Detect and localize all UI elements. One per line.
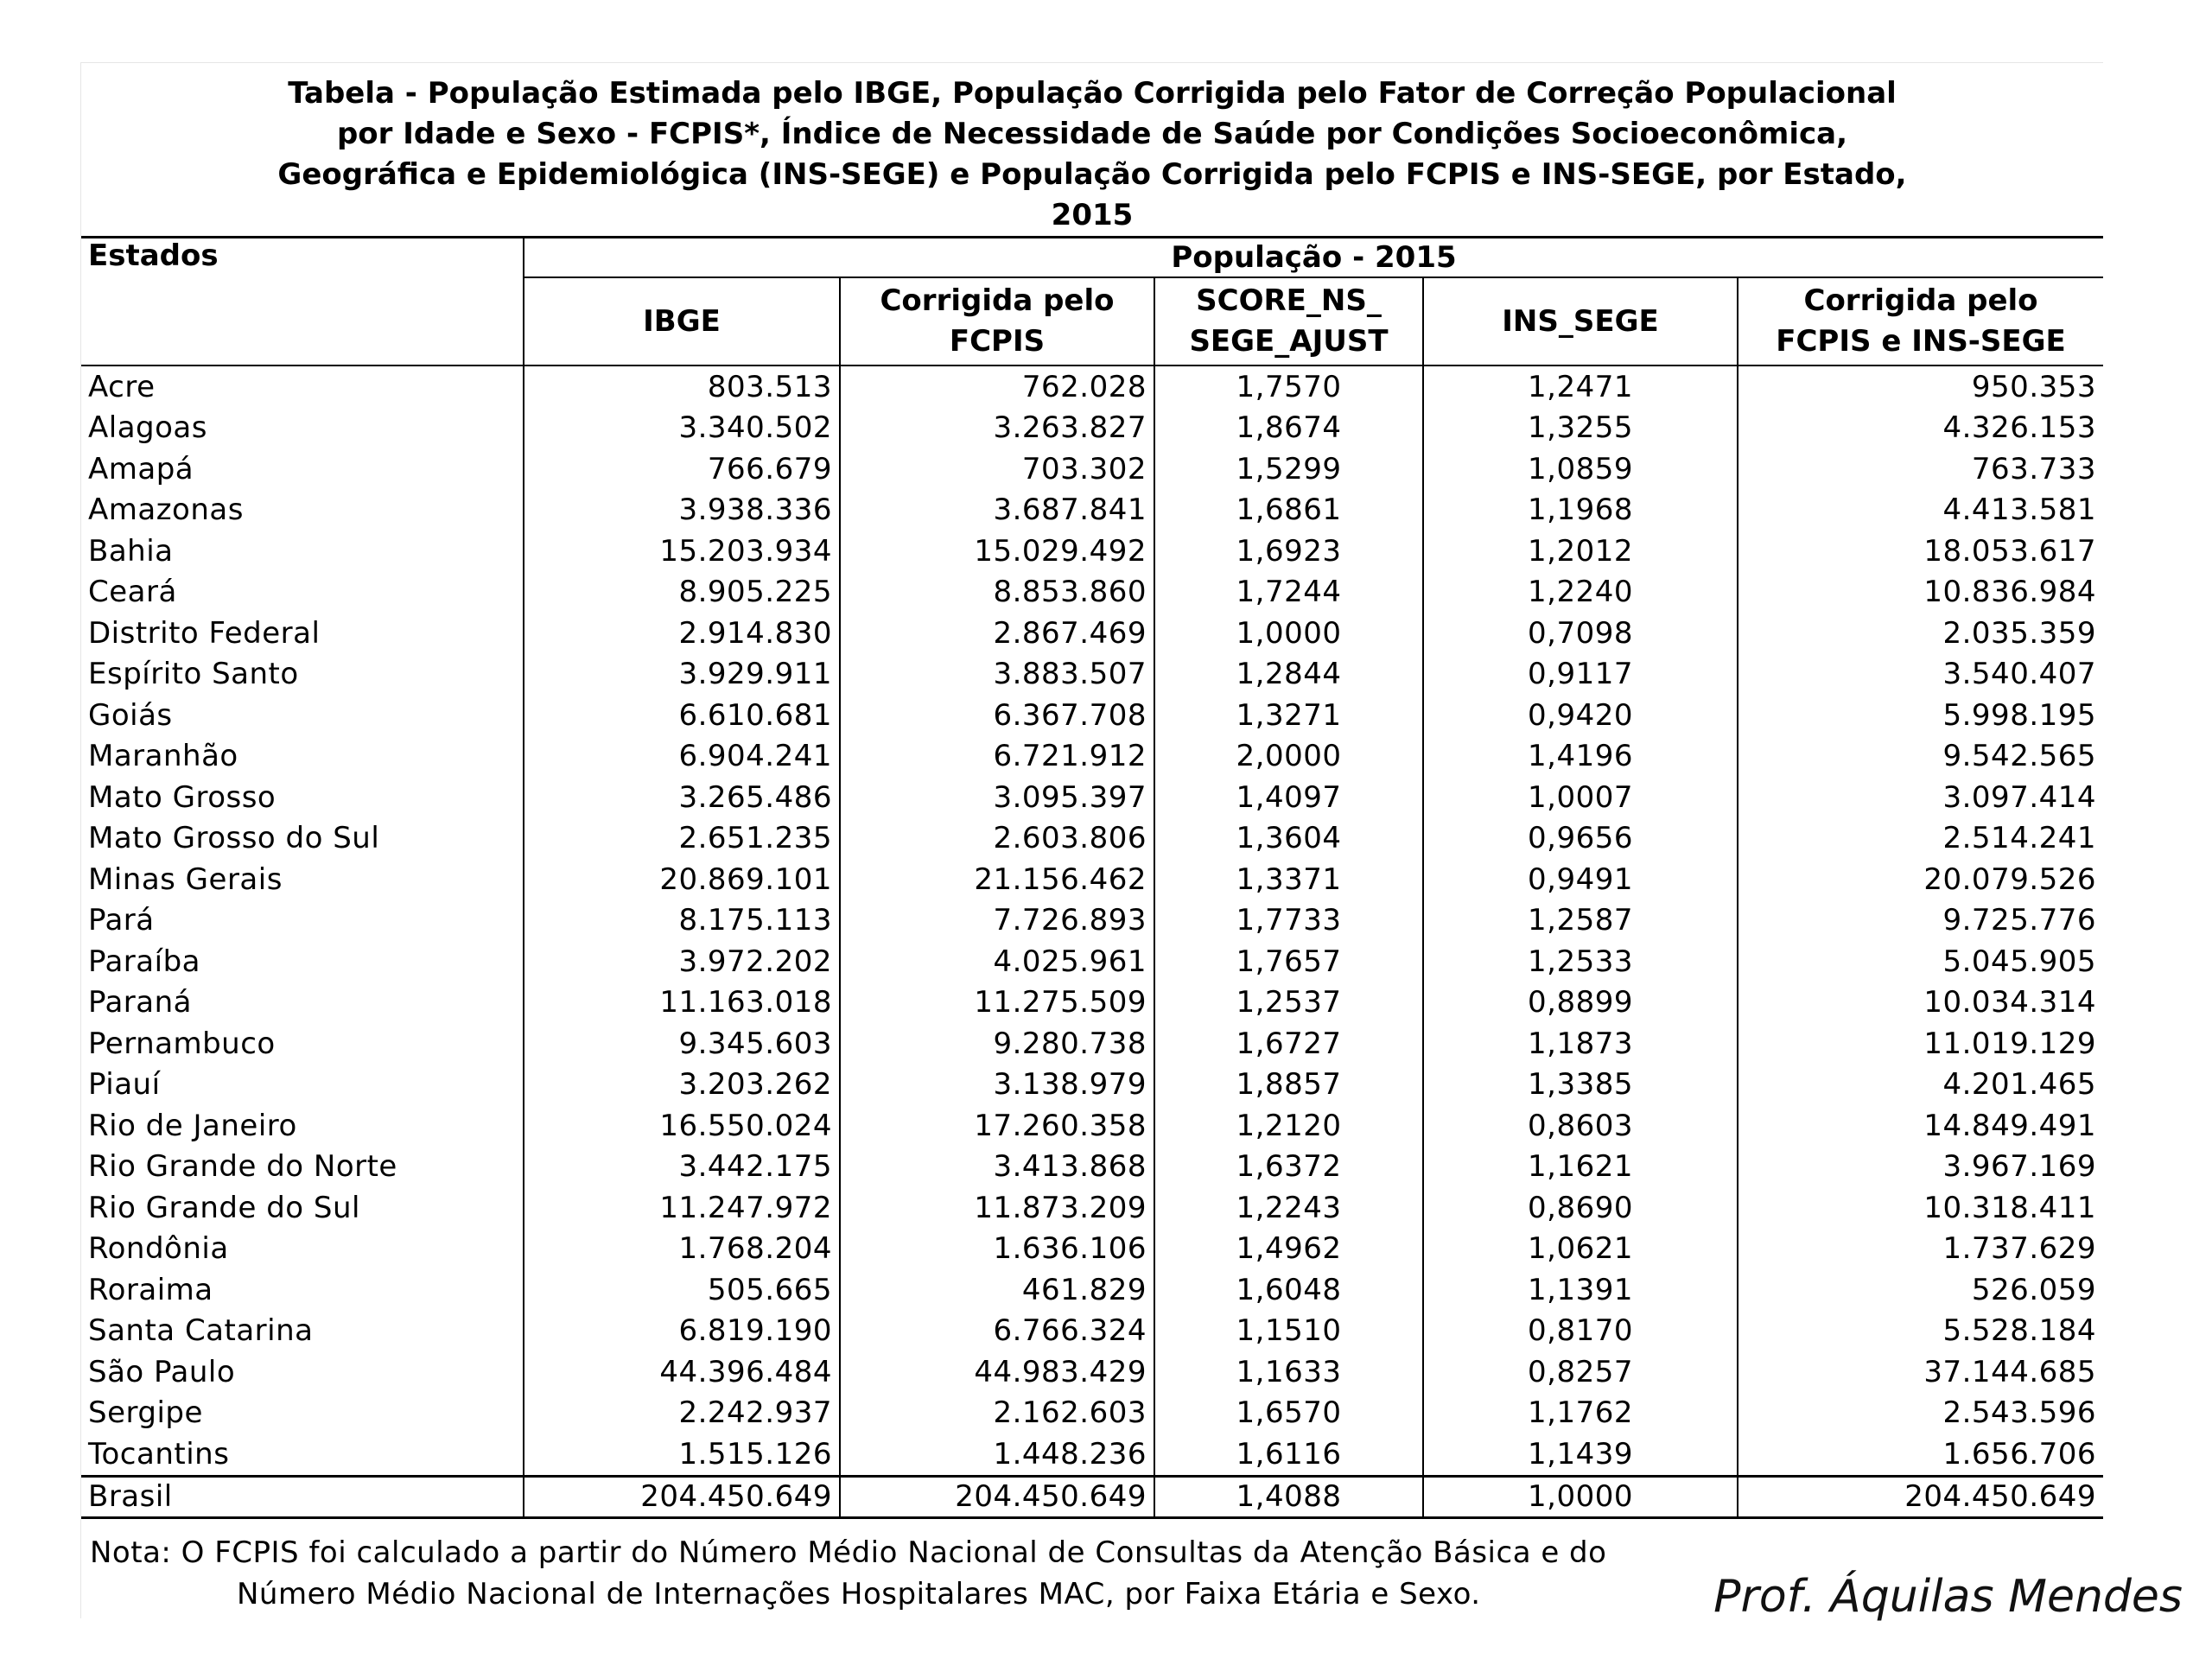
- column-header: [1423, 277, 1738, 365]
- state-name-cell: Alagoas: [81, 408, 524, 449]
- value-cell: 10.034.314: [1923, 985, 2097, 1020]
- population-group-header: População - 2015: [524, 238, 2103, 278]
- value-cell: 1,1762: [1423, 1393, 1738, 1434]
- value-cell: 1,2243: [1154, 1187, 1423, 1229]
- state-name-cell: Rio Grande do Norte: [81, 1147, 524, 1188]
- value-cell: 0,9656: [1423, 818, 1738, 860]
- table-row: [81, 982, 2103, 1024]
- value-cell: 1,3604: [1154, 818, 1423, 860]
- author-signature: Prof. Áquilas Mendes: [1713, 1571, 2183, 1623]
- state-name-cell: Goiás: [81, 695, 524, 736]
- value-cell: 703.302: [840, 448, 1154, 490]
- table-title: [81, 63, 2103, 236]
- note-line: Nota: O FCPIS foi calculado a partir do Número Médio Nacional de Consultas da Atenção Básica e do: [90, 1535, 1607, 1570]
- state-name-cell: Distrito Federal: [81, 613, 524, 654]
- title-line: Geográfica e Epidemiológica (INS-SEGE) e População Corrigida pelo FCPIS e INS-SEGE, por Estado,: [277, 157, 1907, 192]
- value-cell: 1,0859: [1423, 448, 1738, 490]
- value-cell: 1,6048: [1154, 1269, 1423, 1311]
- value-cell: 204.450.649: [524, 1476, 840, 1517]
- value-cell: 1,6372: [1154, 1147, 1423, 1188]
- value-cell: 3.097.414: [1942, 779, 2097, 815]
- value-cell: 1,2587: [1423, 900, 1738, 942]
- value-cell: 1,5299: [1154, 448, 1423, 490]
- value-cell: 9.345.603: [524, 1023, 840, 1065]
- column-header-line: SEGE_AJUST: [1189, 324, 1389, 359]
- value-cell: 1,6727: [1154, 1023, 1423, 1065]
- state-name-cell: Ceará: [81, 572, 524, 613]
- value-cell: 5.998.195: [1942, 697, 2097, 733]
- value-cell: 1,1621: [1423, 1147, 1738, 1188]
- population-table: [81, 236, 2103, 1519]
- value-cell: 2.242.937: [524, 1393, 840, 1434]
- state-name-cell: Tocantins: [81, 1433, 524, 1476]
- value-cell: 1,4962: [1154, 1229, 1423, 1270]
- state-name-cell: Mato Grosso do Sul: [81, 818, 524, 860]
- title-line: por Idade e Sexo - FCPIS*, Índice de Necessidade de Saúde por Condições Socioeconômica,: [336, 117, 1848, 151]
- value-cell: 2.914.830: [524, 613, 840, 654]
- table-row: [81, 572, 2103, 613]
- value-cell: 1,4097: [1154, 777, 1423, 818]
- value-cell: 5.528.184: [1942, 1313, 2097, 1349]
- value-cell: 0,8257: [1423, 1351, 1738, 1393]
- column-header: [840, 277, 1154, 365]
- value-cell: 3.413.868: [840, 1147, 1154, 1188]
- state-name-cell: Mato Grosso: [81, 777, 524, 818]
- value-cell: 1,1391: [1423, 1269, 1738, 1311]
- states-column-header: Estados: [81, 238, 524, 366]
- value-cell: 1,7570: [1154, 365, 1423, 408]
- value-cell: 3.138.979: [840, 1065, 1154, 1106]
- column-header: [524, 277, 840, 365]
- value-cell: 763.733: [1971, 451, 2097, 486]
- value-cell: 204.450.649: [1738, 1476, 2103, 1517]
- table-row: [81, 695, 2103, 736]
- value-cell: 1,7657: [1154, 941, 1423, 982]
- value-cell: 10.318.411: [1923, 1190, 2097, 1225]
- column-header-line: FCPIS e INS-SEGE: [1776, 324, 2066, 359]
- state-name-cell: Maranhão: [81, 736, 524, 778]
- value-cell: 0,8690: [1423, 1187, 1738, 1229]
- state-name-cell: Pernambuco: [81, 1023, 524, 1065]
- value-cell: 3.265.486: [524, 777, 840, 818]
- table-row: [81, 736, 2103, 778]
- value-cell: 1,3385: [1423, 1065, 1738, 1106]
- value-cell: 3.972.202: [524, 941, 840, 982]
- value-cell: 2.651.235: [524, 818, 840, 860]
- value-cell: 3.540.407: [1942, 657, 2097, 692]
- value-cell: 1,4088: [1154, 1476, 1423, 1517]
- table-row: [81, 365, 2103, 408]
- value-cell: 3.687.841: [840, 490, 1154, 531]
- value-cell: 505.665: [524, 1269, 840, 1311]
- value-cell: 37.144.685: [1923, 1354, 2097, 1389]
- value-cell: 0,9420: [1423, 695, 1738, 736]
- value-cell: 4.025.961: [840, 941, 1154, 982]
- state-name-cell: Sergipe: [81, 1393, 524, 1434]
- state-name-cell: Paraná: [81, 982, 524, 1024]
- value-cell: 4.201.465: [1942, 1067, 2097, 1103]
- table-row: [81, 1187, 2103, 1229]
- value-cell: 3.442.175: [524, 1147, 840, 1188]
- column-header-line: Corrigida pelo: [1803, 283, 2038, 318]
- value-cell: 1,2533: [1423, 941, 1738, 982]
- value-cell: 15.203.934: [524, 531, 840, 572]
- state-name-cell: Rio Grande do Sul: [81, 1187, 524, 1229]
- value-cell: 16.550.024: [524, 1105, 840, 1147]
- value-cell: 3.340.502: [524, 408, 840, 449]
- value-cell: 8.175.113: [524, 900, 840, 942]
- value-cell: 1,6861: [1154, 490, 1423, 531]
- value-cell: 1,2012: [1423, 531, 1738, 572]
- value-cell: 1.768.204: [524, 1229, 840, 1270]
- state-name-cell: Espírito Santo: [81, 654, 524, 696]
- value-cell: 1.737.629: [1942, 1231, 2097, 1267]
- value-cell: 44.396.484: [524, 1351, 840, 1393]
- column-header-line: Corrigida pelo: [880, 283, 1115, 318]
- value-cell: 15.029.492: [840, 531, 1154, 572]
- table-row: [81, 1105, 2103, 1147]
- table-group-header-row: [81, 238, 2103, 278]
- value-cell: 2.035.359: [1942, 615, 2097, 651]
- value-cell: 1,0000: [1423, 1476, 1738, 1517]
- value-cell: 1,8674: [1154, 408, 1423, 449]
- table-row: [81, 1065, 2103, 1106]
- value-cell: 6.819.190: [524, 1311, 840, 1352]
- value-cell: 3.883.507: [840, 654, 1154, 696]
- value-cell: 0,9117: [1423, 654, 1738, 696]
- state-name-cell: Santa Catarina: [81, 1311, 524, 1352]
- value-cell: 3.263.827: [840, 408, 1154, 449]
- value-cell: 1,1968: [1423, 490, 1738, 531]
- value-cell: 2.543.596: [1942, 1395, 2097, 1431]
- value-cell: 9.542.565: [1942, 739, 2097, 774]
- value-cell: 6.367.708: [840, 695, 1154, 736]
- state-name-cell: São Paulo: [81, 1351, 524, 1393]
- value-cell: 11.247.972: [524, 1187, 840, 1229]
- value-cell: 10.836.984: [1923, 575, 2097, 610]
- value-cell: 0,8170: [1423, 1311, 1738, 1352]
- value-cell: 1,6923: [1154, 531, 1423, 572]
- table-row: [81, 859, 2103, 900]
- value-cell: 9.725.776: [1942, 903, 2097, 938]
- state-name-cell: Minas Gerais: [81, 859, 524, 900]
- value-cell: 803.513: [524, 365, 840, 408]
- table-total-row: [81, 1476, 2103, 1517]
- value-cell: 44.983.429: [840, 1351, 1154, 1393]
- table-row: [81, 1229, 2103, 1270]
- table-row: [81, 408, 2103, 449]
- state-name-cell: Rondônia: [81, 1229, 524, 1270]
- state-name-cell: Acre: [81, 365, 524, 408]
- value-cell: 3.929.911: [524, 654, 840, 696]
- value-cell: 1,7733: [1154, 900, 1423, 942]
- column-header-line: IBGE: [643, 303, 721, 339]
- table-row: [81, 1269, 2103, 1311]
- table-row: [81, 900, 2103, 942]
- table-row: [81, 613, 2103, 654]
- table-row: [81, 531, 2103, 572]
- value-cell: 1,8857: [1154, 1065, 1423, 1106]
- value-cell: 1,2120: [1154, 1105, 1423, 1147]
- table-row: [81, 1311, 2103, 1352]
- table-row: [81, 1023, 2103, 1065]
- state-name-cell: Amapá: [81, 448, 524, 490]
- value-cell: 11.873.209: [840, 1187, 1154, 1229]
- value-cell: 1,7244: [1154, 572, 1423, 613]
- value-cell: 7.726.893: [840, 900, 1154, 942]
- value-cell: 8.853.860: [840, 572, 1154, 613]
- value-cell: 204.450.649: [840, 1476, 1154, 1517]
- value-cell: 1,2844: [1154, 654, 1423, 696]
- value-cell: 1,1873: [1423, 1023, 1738, 1065]
- value-cell: 1,0007: [1423, 777, 1738, 818]
- column-header-line: SCORE_NS_: [1196, 283, 1382, 318]
- value-cell: 1,3371: [1154, 859, 1423, 900]
- value-cell: 1.656.706: [1942, 1436, 2097, 1471]
- state-name-cell: Rio de Janeiro: [81, 1105, 524, 1147]
- value-cell: 18.053.617: [1923, 533, 2097, 569]
- value-cell: 0,8899: [1423, 982, 1738, 1024]
- value-cell: 6.766.324: [840, 1311, 1154, 1352]
- value-cell: 1.515.126: [524, 1433, 840, 1476]
- table-row: [81, 941, 2103, 982]
- value-cell: 8.905.225: [524, 572, 840, 613]
- value-cell: 461.829: [840, 1269, 1154, 1311]
- state-name-cell: Amazonas: [81, 490, 524, 531]
- value-cell: 2.867.469: [840, 613, 1154, 654]
- value-cell: 3.938.336: [524, 490, 840, 531]
- value-cell: 1,2471: [1423, 365, 1738, 408]
- value-cell: 1,0000: [1154, 613, 1423, 654]
- table-row: [81, 1147, 2103, 1188]
- column-header-line: FCPIS: [949, 324, 1046, 359]
- value-cell: 1,1439: [1423, 1433, 1738, 1476]
- value-cell: 0,9491: [1423, 859, 1738, 900]
- column-header: [1738, 277, 2103, 365]
- value-cell: 6.610.681: [524, 695, 840, 736]
- value-cell: 11.163.018: [524, 982, 840, 1024]
- table-row: [81, 448, 2103, 490]
- value-cell: 2.603.806: [840, 818, 1154, 860]
- value-cell: 2.514.241: [1942, 821, 2097, 856]
- table-row: [81, 818, 2103, 860]
- value-cell: 1,6570: [1154, 1393, 1423, 1434]
- value-cell: 21.156.462: [840, 859, 1154, 900]
- table-row: [81, 777, 2103, 818]
- table-row: [81, 654, 2103, 696]
- state-name-cell: Piauí: [81, 1065, 524, 1106]
- value-cell: 4.326.153: [1942, 410, 2097, 446]
- value-cell: 3.203.262: [524, 1065, 840, 1106]
- value-cell: 2,0000: [1154, 736, 1423, 778]
- value-cell: 1,4196: [1423, 736, 1738, 778]
- document-sheet: [80, 62, 2103, 1618]
- value-cell: 1,0621: [1423, 1229, 1738, 1270]
- value-cell: 14.849.491: [1923, 1108, 2097, 1143]
- table-row: [81, 490, 2103, 531]
- value-cell: 11.275.509: [840, 982, 1154, 1024]
- note-line: Número Médio Nacional de Internações Hospitalares MAC, por Faixa Etária e Sexo.: [237, 1577, 1481, 1611]
- table-row: [81, 1433, 2103, 1476]
- value-cell: 950.353: [1971, 369, 2097, 404]
- value-cell: 4.413.581: [1942, 493, 2097, 528]
- column-header: [1154, 277, 1423, 365]
- column-header-line: INS_SEGE: [1502, 303, 1659, 339]
- state-name-cell: Brasil: [81, 1476, 524, 1517]
- value-cell: 526.059: [1971, 1272, 2097, 1307]
- value-cell: 3.967.169: [1942, 1149, 2097, 1185]
- value-cell: 1,2537: [1154, 982, 1423, 1024]
- value-cell: 0,8603: [1423, 1105, 1738, 1147]
- value-cell: 11.019.129: [1923, 1026, 2097, 1061]
- value-cell: 1,1510: [1154, 1311, 1423, 1352]
- value-cell: 17.260.358: [840, 1105, 1154, 1147]
- value-cell: 1,3255: [1423, 408, 1738, 449]
- state-name-cell: Roraima: [81, 1269, 524, 1311]
- state-name-cell: Pará: [81, 900, 524, 942]
- value-cell: 20.079.526: [1923, 861, 2097, 897]
- state-name-cell: Bahia: [81, 531, 524, 572]
- value-cell: 2.162.603: [840, 1393, 1154, 1434]
- table-row: [81, 1393, 2103, 1434]
- table-body: [81, 365, 2103, 1517]
- table-row: [81, 1351, 2103, 1393]
- value-cell: 6.721.912: [840, 736, 1154, 778]
- title-line: Tabela - População Estimada pelo IBGE, População Corrigida pelo Fator de Correção Populacional: [288, 76, 1897, 111]
- value-cell: 6.904.241: [524, 736, 840, 778]
- value-cell: 0,7098: [1423, 613, 1738, 654]
- value-cell: 1,2240: [1423, 572, 1738, 613]
- value-cell: 1,3271: [1154, 695, 1423, 736]
- value-cell: 9.280.738: [840, 1023, 1154, 1065]
- value-cell: 1.448.236: [840, 1433, 1154, 1476]
- value-cell: 1.636.106: [840, 1229, 1154, 1270]
- value-cell: 762.028: [840, 365, 1154, 408]
- value-cell: 1,6116: [1154, 1433, 1423, 1476]
- value-cell: 20.869.101: [524, 859, 840, 900]
- value-cell: 5.045.905: [1942, 944, 2097, 979]
- value-cell: 766.679: [524, 448, 840, 490]
- title-line: 2015: [1051, 198, 1134, 232]
- value-cell: 3.095.397: [840, 777, 1154, 818]
- value-cell: 1,1633: [1154, 1351, 1423, 1393]
- state-name-cell: Paraíba: [81, 941, 524, 982]
